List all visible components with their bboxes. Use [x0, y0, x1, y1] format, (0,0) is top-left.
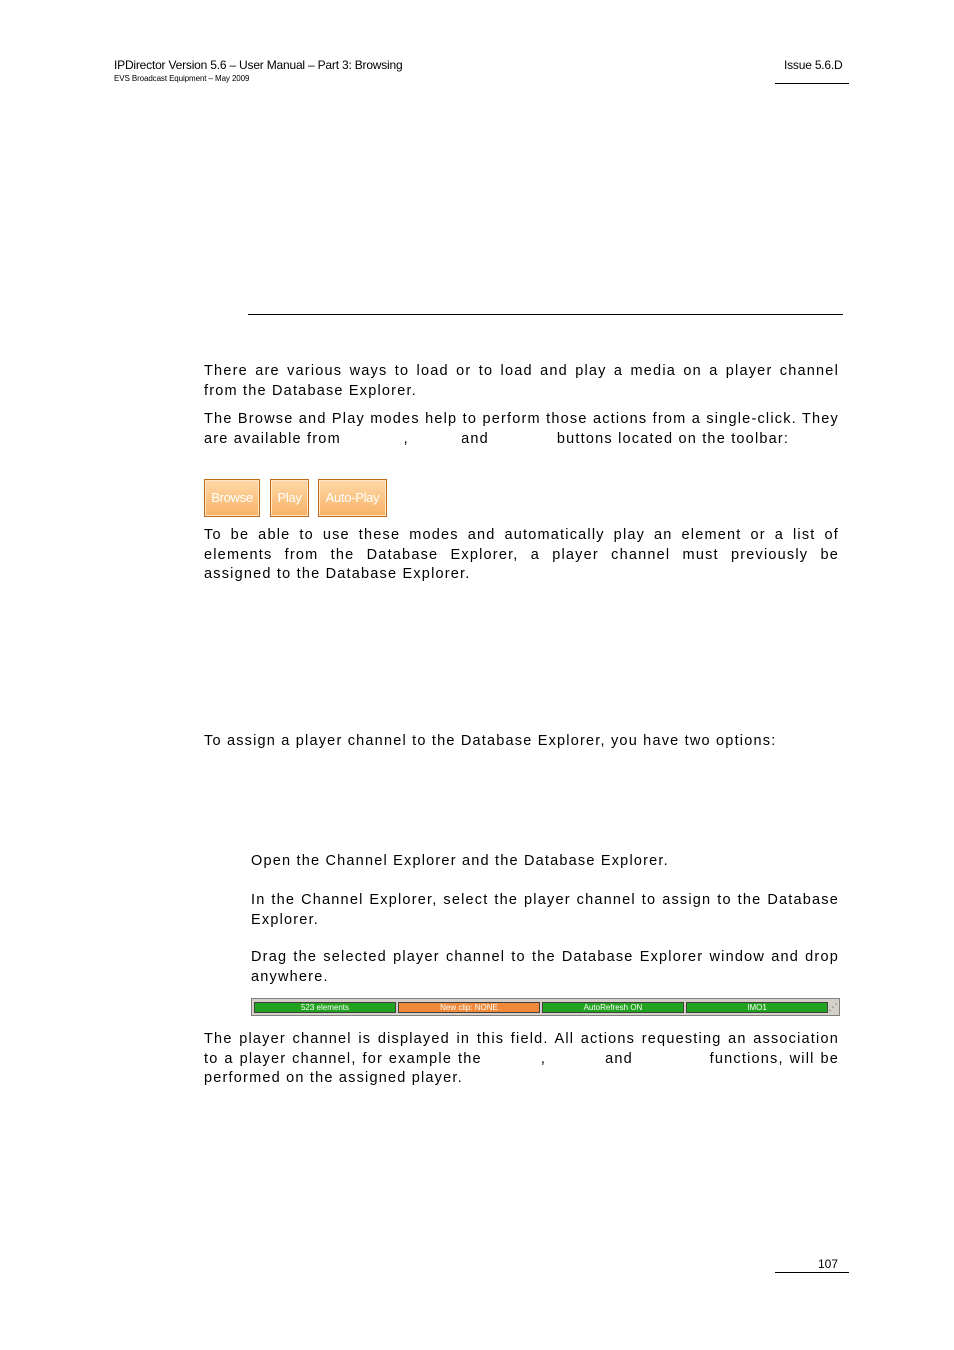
header-subtitle: EVS Broadcast Equipment – May 2009 — [114, 74, 250, 83]
header-rule — [775, 83, 849, 84]
paragraph-prerequisite: To be able to use these modes and automatically play an element or a list of elements from the Database Explorer, a player channel must previously be assigned to the Database Explorer. — [204, 527, 839, 583]
page-number: 107 — [818, 1257, 839, 1271]
step-2: In the Channel Explorer, select the player channel to assign to the Database Explorer. — [251, 892, 839, 928]
paragraph-intro: There are various ways to load or to load and play a media on a player channel from the Database Explorer. — [204, 363, 839, 399]
browse-button[interactable]: Browse — [204, 479, 260, 517]
database-explorer-status-bar — [251, 998, 840, 1016]
footer-rule — [775, 1272, 849, 1273]
paragraph-options: To assign a player channel to the Database Explorer, you have two options: — [204, 733, 777, 749]
header-title: IPDirector Version 5.6 – User Manual – Part 3: Browsing — [114, 58, 403, 72]
paragraph-modes: The Browse and Play modes help to perform those actions from a single-click. They are available from , and buttons located on the toolbar: — [204, 411, 845, 447]
status-assigned-channel[interactable]: IMO1 — [686, 1002, 828, 1013]
resize-grip-icon[interactable]: ⋰ — [828, 1002, 838, 1012]
status-autorefresh[interactable]: AutoRefresh ON — [542, 1002, 684, 1013]
status-elements: 523 elements — [254, 1002, 396, 1013]
paragraph-assigned-player: The player channel is displayed in this field. All actions requesting an association to a player channel, for example the , and functions, will be performed on the assigned player. — [204, 1031, 845, 1087]
status-new-clip: New clip: NONE — [398, 1002, 540, 1013]
play-button[interactable]: Play — [270, 479, 309, 517]
step-1: Open the Channel Explorer and the Database Explorer. — [251, 853, 669, 869]
autoplay-button[interactable]: Auto-Play — [318, 479, 387, 517]
step-3: Drag the selected player channel to the Database Explorer window and drop anywhere. — [251, 949, 839, 985]
section-rule — [248, 314, 843, 315]
header-issue: Issue 5.6.D — [784, 58, 843, 72]
